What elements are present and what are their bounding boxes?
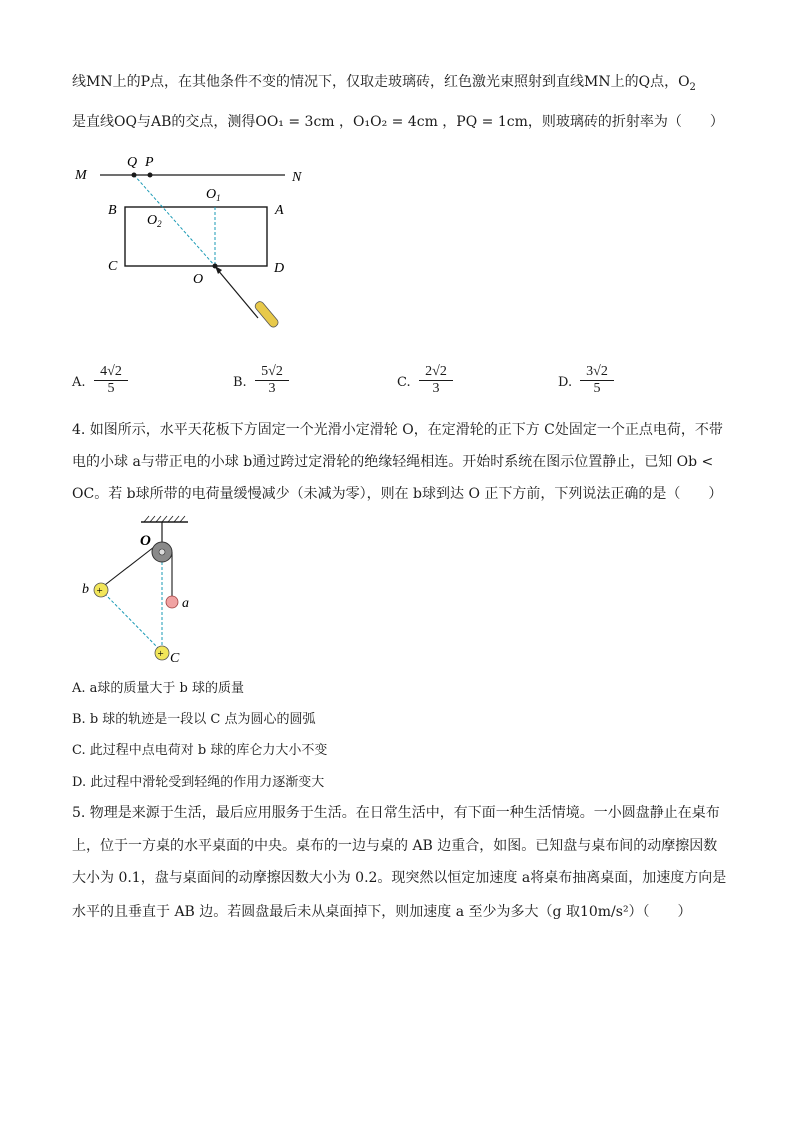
q3-option-d-value: $\frac{3√2}{5}$ bbox=[580, 364, 614, 397]
q5-text-line-2: 上，位于一方桌的水平桌面的中央。桌布的一边与桌的 AB 边重合，如图。已知盘与桌布间的动摩擦因数 bbox=[72, 838, 718, 854]
ceiling-hatch bbox=[144, 516, 185, 522]
q4-pulley-figure bbox=[78, 514, 218, 670]
label-b: B bbox=[108, 203, 117, 218]
label-m: M bbox=[75, 168, 87, 183]
label-c: C bbox=[170, 651, 180, 666]
q3-option-b-letter: B. bbox=[233, 375, 247, 390]
label-d: D bbox=[274, 261, 285, 276]
laser-beam bbox=[217, 269, 258, 318]
q3-text-line-1: 线MN上的P点，在其他条件不变的情况下，仅取走玻璃砖，红色激光束照射到直线MN上的Q点，$O_2$ bbox=[72, 74, 696, 93]
svg-text:+: + bbox=[157, 648, 164, 660]
q3-option-d-letter: D. bbox=[558, 375, 573, 390]
label-p: P bbox=[145, 155, 154, 170]
q5-text-line-4: 水平的且垂直于 AB 边。若圆盘最后未从桌面掉下，则加速度 a 至少为多大（g 取10m/s²）（ ） bbox=[72, 904, 692, 920]
q4-text-line-3: OC。若 b球所带的电荷量缓慢减少（未减为零），则在 b球到达 O 正下方前，下列说法正确的是（ ） bbox=[72, 486, 723, 502]
q4-option-b: B. b 球的轨迹是一段以 C 点为圆心的圆弧 bbox=[72, 712, 316, 727]
ball-a bbox=[166, 596, 178, 608]
q5-text-line-1: 5. 物理是来源于生活，最后应用服务于生活。在日常生活中，有下面一种生活情境。一小圆盘静止在桌布 bbox=[72, 805, 720, 821]
label-o2: $O_2$ bbox=[147, 213, 162, 229]
q3-option-a-value: $\frac{4√2}{5}$ bbox=[94, 364, 128, 397]
q3-option-c-value: $\frac{2√2}{3}$ bbox=[419, 364, 453, 397]
point-p bbox=[148, 173, 153, 178]
label-q: Q bbox=[127, 155, 138, 170]
label-o: O bbox=[140, 533, 151, 549]
svg-text:+: + bbox=[96, 585, 103, 597]
label-b: b bbox=[82, 582, 89, 597]
q4-option-d: D. 此过程中滑轮受到轻绳的作用力逐渐变大 bbox=[72, 775, 325, 790]
rope-to-b bbox=[101, 547, 154, 588]
label-a: a bbox=[182, 596, 189, 611]
q3-option-b-value: $\frac{5√2}{3}$ bbox=[255, 364, 289, 397]
laser-pointer-icon bbox=[254, 300, 280, 329]
q4-text-line-1: 4. 如图所示，水平天花板下方固定一个光滑小定滑轮 O，在定滑轮的正下方 C处固定一个正点电荷，不带 bbox=[72, 422, 723, 438]
label-a: A bbox=[275, 203, 284, 218]
q3-option-c-letter: C. bbox=[397, 375, 411, 390]
bc-dashed-line bbox=[101, 590, 162, 652]
q4-text-line-2: 电的小球 a与带正电的小球 b通过跨过定滑轮的绝缘轻绳相连。开始时系统在图示位置静止，已知 Ob < bbox=[72, 454, 714, 470]
label-n: N bbox=[292, 170, 302, 185]
label-o: O bbox=[193, 272, 204, 287]
q5-text-line-3: 大小为 0.1，盘与桌面间的动摩擦因数大小为 0.2。现突然以恒定加速度 a将桌布抽离桌面，加速度方向是 bbox=[72, 870, 727, 886]
q4-option-c: C. 此过程中点电荷对 b 球的库仑力大小不变 bbox=[72, 743, 328, 758]
q3-text-line-2: 是直线OQ与AB的交点，测得OO₁ = 3cm ，O₁O₂ = 4cm ，PQ = 1cm，则玻璃砖的折射率为（ ） bbox=[72, 114, 724, 130]
label-c: C bbox=[108, 259, 118, 274]
point-q bbox=[132, 173, 137, 178]
q4-option-a: A. a球的质量大于 b 球的质量 bbox=[72, 681, 244, 696]
q3-refraction-figure bbox=[70, 148, 310, 348]
label-o1: $O_1$ bbox=[206, 187, 221, 203]
q3-option-a-letter: A. bbox=[72, 375, 86, 390]
